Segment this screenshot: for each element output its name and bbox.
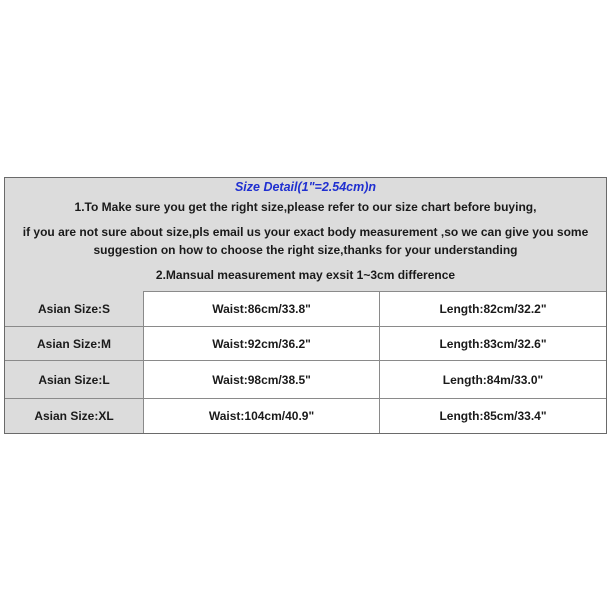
size-cell: Asian Size:L: [5, 361, 144, 398]
waist-cell: Waist:86cm/33.8": [144, 291, 380, 326]
table-row: [5, 291, 606, 327]
length-cell: Length:82cm/32.2": [439, 301, 547, 316]
table-row: [5, 399, 606, 433]
size-note-1: 1.To Make sure you get the right size,please refer to our size chart before buying,: [74, 200, 537, 214]
size-chart-title: Size Detail(1"=2.54cm)n: [234, 180, 377, 194]
length-cell: Length:84m/33.0": [442, 372, 544, 387]
waist-cell: Waist:98cm/38.5": [144, 361, 380, 398]
waist-cell: Waist:104cm/40.9": [144, 399, 380, 433]
waist-cell: Waist:92cm/36.2": [144, 327, 380, 360]
size-note-3: 2.Mansual measurement may exsit 1~3cm difference: [155, 268, 456, 282]
size-chart-header: [5, 178, 606, 292]
length-cell: Length:83cm/32.6": [439, 336, 547, 351]
table-row: [5, 327, 606, 361]
length-cell: Length:85cm/33.4": [439, 409, 547, 423]
size-cell: Asian Size:M: [5, 327, 144, 360]
size-cell: Asian Size:S: [5, 291, 144, 326]
table-row: [5, 361, 606, 399]
size-note-2-line-2: suggestion on how to choose the right size,thanks for your understanding: [93, 243, 518, 257]
size-cell: Asian Size:XL: [5, 399, 144, 433]
size-chart: [4, 177, 607, 434]
size-note-2-line-1: if you are not sure about size,pls email us your exact body measurement ,so we can give you some: [22, 225, 589, 239]
